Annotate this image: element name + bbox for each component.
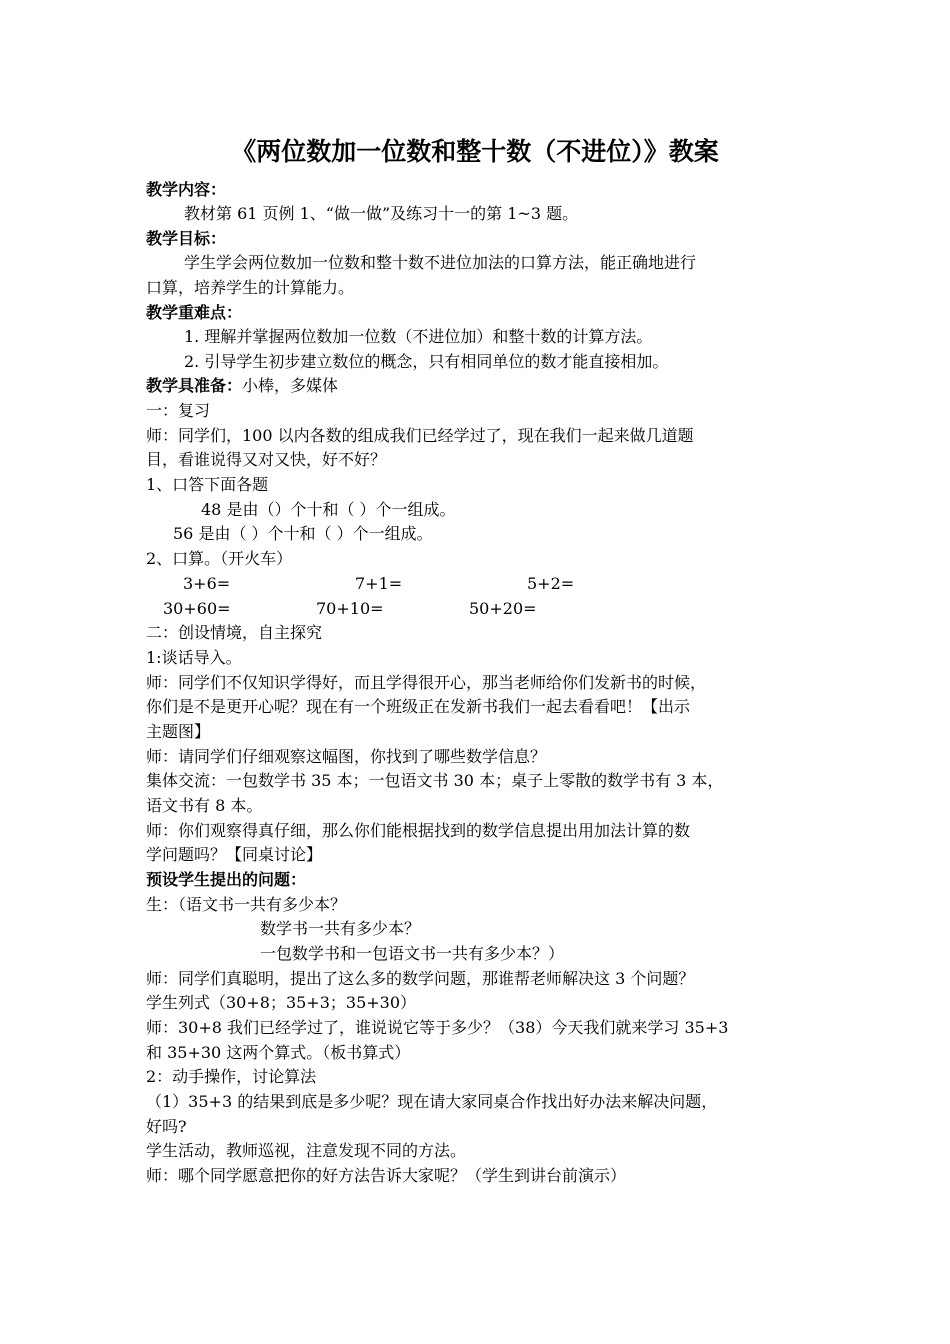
question-1-item-a: 48 是由（）个十和（ ）个一组成。 bbox=[201, 500, 456, 519]
preset-questions-heading: 预设学生提出的问题： bbox=[146, 870, 307, 889]
question-1-item-b: 56 是由（ ）个十和（ ）个一组成。 bbox=[173, 524, 433, 543]
intro-text-line-2: 你们是不是更开心呢？现在有一个班级正在发新书我们一起去看看吧！【出示 bbox=[146, 697, 691, 716]
step-2-heading: 2：动手操作，讨论算法 bbox=[146, 1067, 317, 1086]
ask-text-line-1: 师：你们观察得真仔细，那么你们能根据找到的数学信息提出用加法计算的数 bbox=[146, 821, 691, 840]
review-text-line-1: 师：同学们，100 以内各数的组成我们已经学过了，现在我们一起来做几道题 bbox=[146, 426, 694, 445]
section-review-heading: 一：复习 bbox=[146, 401, 211, 420]
share-text-line-1: 集体交流：一包数学书 35 本；一包语文书 30 本；桌子上零散的数学书有 3 本， bbox=[146, 771, 724, 790]
student-question-1: 生：（语文书一共有多少本？ bbox=[146, 895, 347, 914]
share-method-text: 师：哪个同学愿意把你的好方法告诉大家呢？（学生到讲台前演示） bbox=[146, 1166, 627, 1185]
key-point-1: 1. 理解并掌握两位数加一位数（不进位加）和整十数的计算方法。 bbox=[184, 327, 653, 346]
formula-text: 学生列式（30+8；35+3；35+30） bbox=[146, 993, 417, 1012]
activity-text: 学生活动，教师巡视，注意发现不同的方法。 bbox=[146, 1141, 467, 1160]
calc-item: 70+10= bbox=[316, 599, 384, 618]
question-2-heading: 2、口算。（开火车） bbox=[146, 549, 293, 568]
content-heading: 教学内容： bbox=[146, 180, 227, 199]
ask-text-line-2: 学问题吗？【同桌讨论】 bbox=[146, 845, 323, 864]
key-points-heading: 教学重难点： bbox=[146, 303, 243, 322]
calc-item: 5+2= bbox=[527, 574, 575, 593]
calc-item: 3+6= bbox=[183, 574, 231, 593]
content-text: 教材第 61 页例 1、“做一做”及练习十一的第 1~3 题。 bbox=[184, 204, 579, 223]
student-question-3: 一包数学书和一包语文书一共有多少本？） bbox=[260, 944, 565, 963]
student-question-2: 数学书一共有多少本？ bbox=[260, 919, 421, 938]
calc-item: 7+1= bbox=[355, 574, 403, 593]
key-point-2: 2. 引导学生初步建立数位的概念，只有相同单位的数才能直接相加。 bbox=[184, 352, 669, 371]
tools-row bbox=[146, 374, 338, 398]
observe-text: 师：请同学们仔细观察这幅图，你找到了哪些数学信息？ bbox=[146, 747, 547, 766]
share-text-line-2: 语文书有 8 本。 bbox=[146, 796, 263, 815]
goal-heading: 教学目标： bbox=[146, 229, 227, 248]
praise-text: 师：同学们真聪明，提出了这么多的数学问题，那谁帮老师解决这 3 个问题？ bbox=[146, 969, 695, 988]
review-text-line-2: 目，看谁说得又对又快，好不好？ bbox=[146, 450, 387, 469]
section-explore-heading: 二：创设情境，自主探究 bbox=[146, 623, 323, 642]
calc-item: 30+60= bbox=[163, 599, 231, 618]
learn-text-line-2: 和 35+30 这两个算式。（板书算式） bbox=[146, 1043, 411, 1062]
step-1-heading: 1:谈话导入。 bbox=[146, 648, 242, 667]
intro-text-line-1: 师：同学们不仅知识学得好，而且学得很开心，那当老师给你们发新书的时候， bbox=[146, 673, 707, 692]
operation-text-line-1: （1）35+3 的结果到底是多少呢？现在请大家同桌合作找出好办法来解决问题， bbox=[146, 1092, 718, 1111]
document-title: 《两位数加一位数和整十数（不进位）》教案 bbox=[231, 137, 719, 166]
operation-text-line-2: 好吗? bbox=[146, 1117, 187, 1136]
question-1-heading: 1、口答下面各题 bbox=[146, 475, 269, 494]
calc-item: 50+20= bbox=[469, 599, 537, 618]
goal-text-line-2: 口算，培养学生的计算能力。 bbox=[146, 278, 355, 297]
goal-text-line-1: 学生学会两位数加一位数和整十数不进位加法的口算方法，能正确地进行 bbox=[184, 253, 697, 272]
intro-text-line-3: 主题图】 bbox=[146, 722, 211, 741]
tools-heading: 教学具准备： bbox=[146, 376, 243, 395]
learn-text-line-1: 师：30+8 我们已经学过了，谁说说它等于多少？（38）今天我们就来学习 35+3 bbox=[146, 1018, 729, 1037]
tools-text: 小棒，多媒体 bbox=[242, 376, 339, 395]
